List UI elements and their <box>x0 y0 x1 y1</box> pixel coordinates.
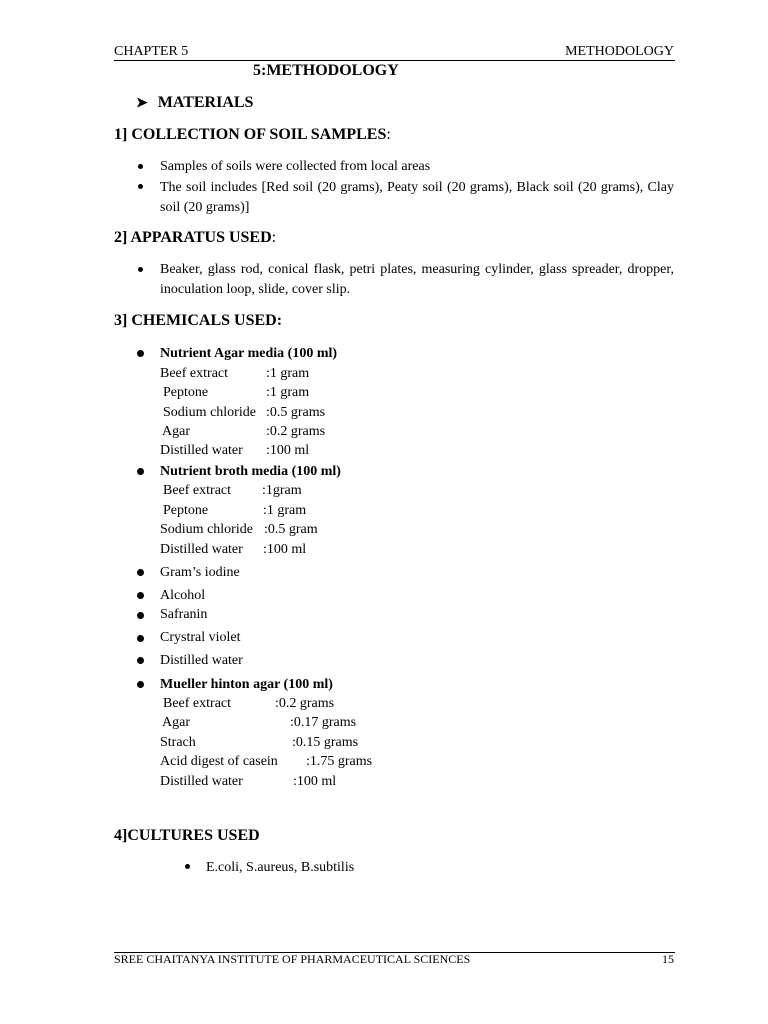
section-heading-apparatus <box>114 228 276 248</box>
ingredient-name: Distilled water <box>160 443 243 458</box>
ingredient-value: :1.75 grams <box>306 754 373 769</box>
ingredient-value: :0.17 grams <box>290 715 357 730</box>
ingredient-value: :0.2 grams <box>275 696 335 711</box>
media-title-mueller-hinton: Mueller hinton agar (100 ml) <box>160 677 333 692</box>
list-item: E.coli, S.aureus, B.subtilis <box>206 860 355 875</box>
bullet-icon <box>137 635 144 642</box>
bullet-icon <box>137 350 144 357</box>
ingredient-value: :1 gram <box>266 385 310 400</box>
ingredient-name: Distilled water <box>160 542 243 557</box>
section-heading-colon: : <box>271 229 277 246</box>
ingredient-name: Peptone <box>163 385 209 400</box>
section-heading-collection-text: 1] COLLECTION OF SOIL SAMPLES <box>114 126 387 143</box>
arrow-bullet-icon: ➤ <box>136 96 148 111</box>
list-item: Gram’s iodine <box>160 565 240 580</box>
list-item: Alcohol <box>160 588 206 603</box>
ingredient-name: Strach <box>160 735 196 750</box>
list-item: Beaker, glass rod, conical flask, petri plates, measuring cylinder, glass spreader, dropper, inoculation loop, slide, cover slip. <box>160 262 674 297</box>
bullet-icon <box>137 612 144 619</box>
ingredient-name: Agar <box>162 715 190 730</box>
ingredient-value: :0.5 grams <box>266 405 326 420</box>
ingredient-name: Distilled water <box>160 774 243 789</box>
page-number: 15 <box>662 952 674 966</box>
ingredient-value: :100 ml <box>293 774 337 789</box>
ingredient-value: :0.2 grams <box>266 424 326 439</box>
section-heading-chemicals: 3] CHEMICALS USED: <box>114 312 283 329</box>
ingredient-name: Peptone <box>163 503 209 518</box>
running-header-chapter: CHAPTER 5 <box>114 44 189 59</box>
list-item: Distilled water <box>160 653 243 668</box>
page-title: 5:METHODOLOGY <box>253 62 399 79</box>
bullet-icon <box>137 569 144 576</box>
bullet-icon <box>137 592 144 599</box>
ingredient-name: Beef extract <box>163 696 232 711</box>
ingredient-name: Sodium chloride <box>163 405 256 420</box>
bullet-icon <box>138 164 143 169</box>
ingredient-value: :1 gram <box>263 503 307 518</box>
bullet-icon <box>185 864 190 869</box>
materials-heading <box>136 93 253 114</box>
bullet-icon <box>137 681 144 688</box>
bullet-icon <box>138 184 143 189</box>
list-item: The soil includes [Red soil (20 grams), Peaty soil (20 grams), Black soil (20 grams), Clay soil (20 grams)] <box>160 180 674 215</box>
media-title-nutrient-agar: Nutrient Agar media (100 ml) <box>160 346 338 361</box>
list-item: Crystral violet <box>160 630 241 645</box>
ingredient-name: Beef extract <box>160 366 229 381</box>
bullet-icon <box>137 468 144 475</box>
ingredient-value: :100 ml <box>266 443 310 458</box>
list-item: Samples of soils were collected from local areas <box>160 159 431 174</box>
running-header-section: METHODOLOGY <box>565 44 674 59</box>
bullet-icon <box>138 267 143 272</box>
section-heading-cultures: 4]CULTURES USED <box>114 827 260 844</box>
ingredient-value: :1 gram <box>266 366 310 381</box>
materials-heading-text: MATERIALS <box>157 94 254 111</box>
ingredient-name: Agar <box>162 424 190 439</box>
list-item: Safranin <box>160 607 208 622</box>
section-heading-colon: : <box>386 126 391 143</box>
ingredient-value: :0.15 grams <box>292 735 359 750</box>
ingredient-name: Acid digest of casein <box>160 754 278 769</box>
ingredient-value: :1gram <box>262 483 302 498</box>
section-heading-apparatus-text: 2] APPARATUS USED <box>114 229 272 246</box>
ingredient-value: :100 ml <box>263 542 307 557</box>
bullet-icon <box>137 657 144 664</box>
ingredient-name: Sodium chloride <box>160 522 253 537</box>
media-title-nutrient-broth: Nutrient broth media (100 ml) <box>160 464 341 479</box>
ingredient-name: Beef extract <box>163 483 232 498</box>
footer-institute: SREE CHAITANYA INSTITUTE OF PHARMACEUTICAL SCIENCES <box>114 952 471 966</box>
section-heading-collection <box>114 125 391 145</box>
ingredient-value: :0.5 gram <box>264 522 318 537</box>
